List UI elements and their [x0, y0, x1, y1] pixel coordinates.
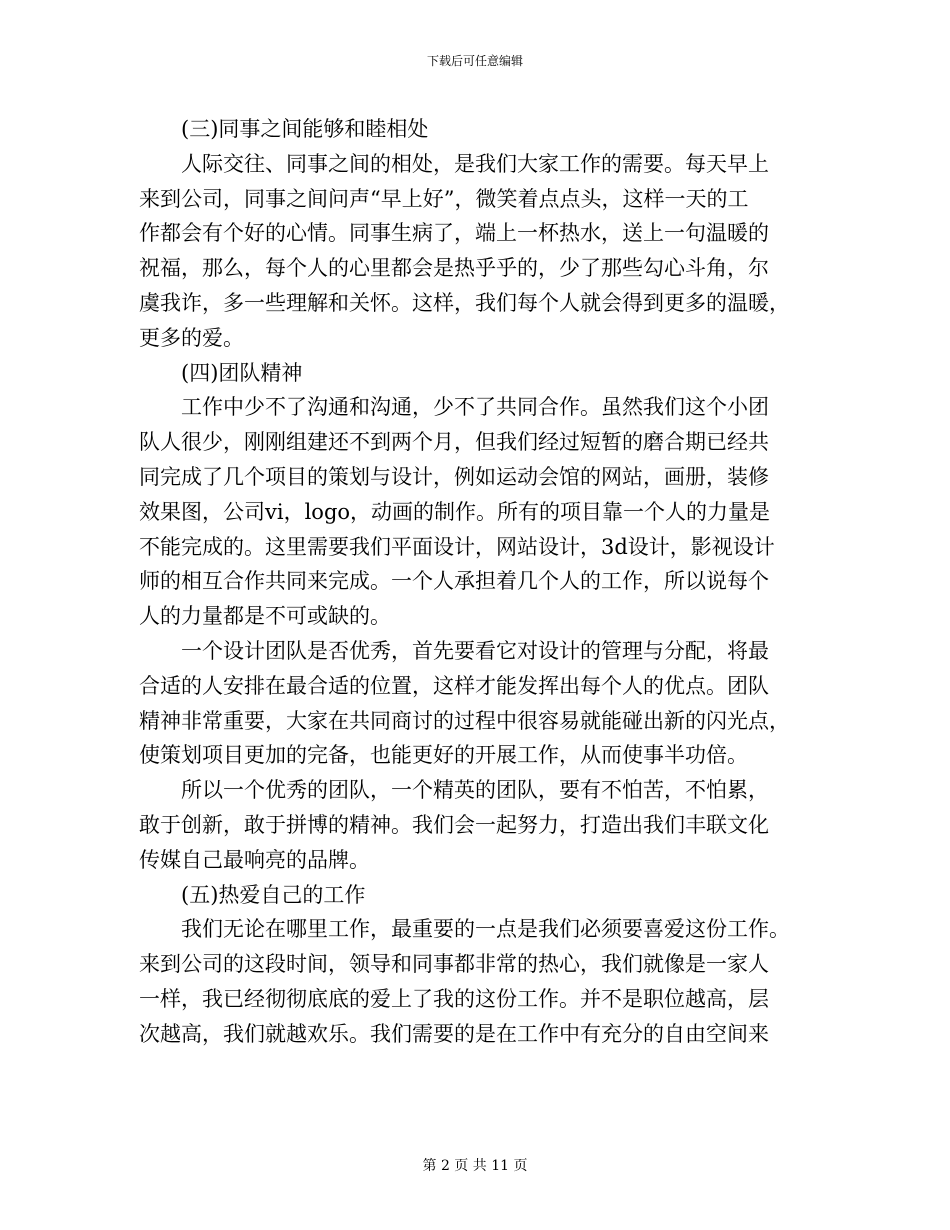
paragraph-line: 作都会有个好的心情。同事生病了，端上一杯热水，送上一句温暖的 — [139, 221, 769, 246]
paragraph-line: 一样，我已经彻彻底底的爱上了我的这份工作。并不是职位越高，层 — [139, 986, 769, 1011]
paragraph-line: 一个设计团队是否优秀，首先要看它对设计的管理与分配，将最 — [181, 638, 769, 663]
paragraph-line: 敢于创新，敢于拼博的精神。我们会一起努力，打造出我们丰联文化 — [139, 812, 769, 837]
page-number: 第 2 页 共 11 页 — [422, 1158, 528, 1174]
paragraph-line: 效果图，公司vi，logo，动画的制作。所有的项目靠一个人的力量是 — [139, 499, 771, 524]
paragraph-line: 次越高，我们就越欢乐。我们需要的是在工作中有充分的自由空间来 — [139, 1021, 769, 1046]
paragraph-line: 队人很少，刚刚组建还不到两个月，但我们经过短暂的磨合期已经共 — [139, 430, 769, 455]
paragraph-line: 同完成了几个项目的策划与设计，例如运动会馆的网站，画册，装修 — [139, 464, 769, 489]
paragraph-line: 传媒自己最响亮的品牌。 — [139, 847, 370, 872]
section-heading-4: (四)团队精神 — [181, 360, 303, 385]
paragraph-line: 使策划项目更加的完备，也能更好的开展工作，从而使事半功倍。 — [139, 743, 748, 768]
paragraph-line: 合适的人安排在最合适的位置，这样才能发挥出每个人的优点。团队 — [139, 673, 769, 698]
paragraph-line: 不能完成的。这里需要我们平面设计，网站设计，3d设计，影视设计 — [139, 534, 775, 559]
paragraph-line: 我们无论在哪里工作，最重要的一点是我们必须要喜爱这份工作。 — [181, 917, 790, 942]
section-heading-5: (五)热爱自己的工作 — [181, 882, 366, 907]
paragraph-line: 来到公司的这段时间，领导和同事都非常的热心，我们就像是一家人 — [139, 952, 769, 977]
paragraph-line: 精神非常重要，大家在共同商讨的过程中很容易就能碰出新的闪光点， — [139, 708, 790, 733]
paragraph-line: 师的相互合作共同来完成。一个人承担着几个人的工作，所以说每个 — [139, 569, 769, 594]
paragraph-line: 来到公司，同事之间问声“早上好”，微笑着点点头，这样一天的工 — [139, 186, 749, 211]
paragraph-line: 更多的爱。 — [139, 325, 244, 350]
document-body — [139, 112, 811, 1052]
paragraph-line: 虞我诈，多一些理解和关怀。这样，我们每个人就会得到更多的温暖， — [139, 290, 790, 315]
paragraph-line: 祝福，那么，每个人的心里都会是热乎乎的，少了那些勾心斗角，尔 — [139, 256, 769, 281]
section-heading-3: (三)同事之间能够和睦相处 — [181, 117, 429, 141]
paragraph-line: 工作中少不了沟通和沟通，少不了共同合作。虽然我们这个小团 — [181, 395, 769, 420]
paragraph-line: 所以一个优秀的团队，一个精英的团队，要有不怕苦，不怕累， — [181, 778, 769, 803]
paragraph-line: 人际交往、同事之间的相处，是我们大家工作的需要。每天早上 — [181, 151, 769, 176]
page-header-note: 下载后可任意编辑 — [426, 54, 523, 68]
paragraph-line: 人的力量都是不可或缺的。 — [139, 604, 391, 629]
